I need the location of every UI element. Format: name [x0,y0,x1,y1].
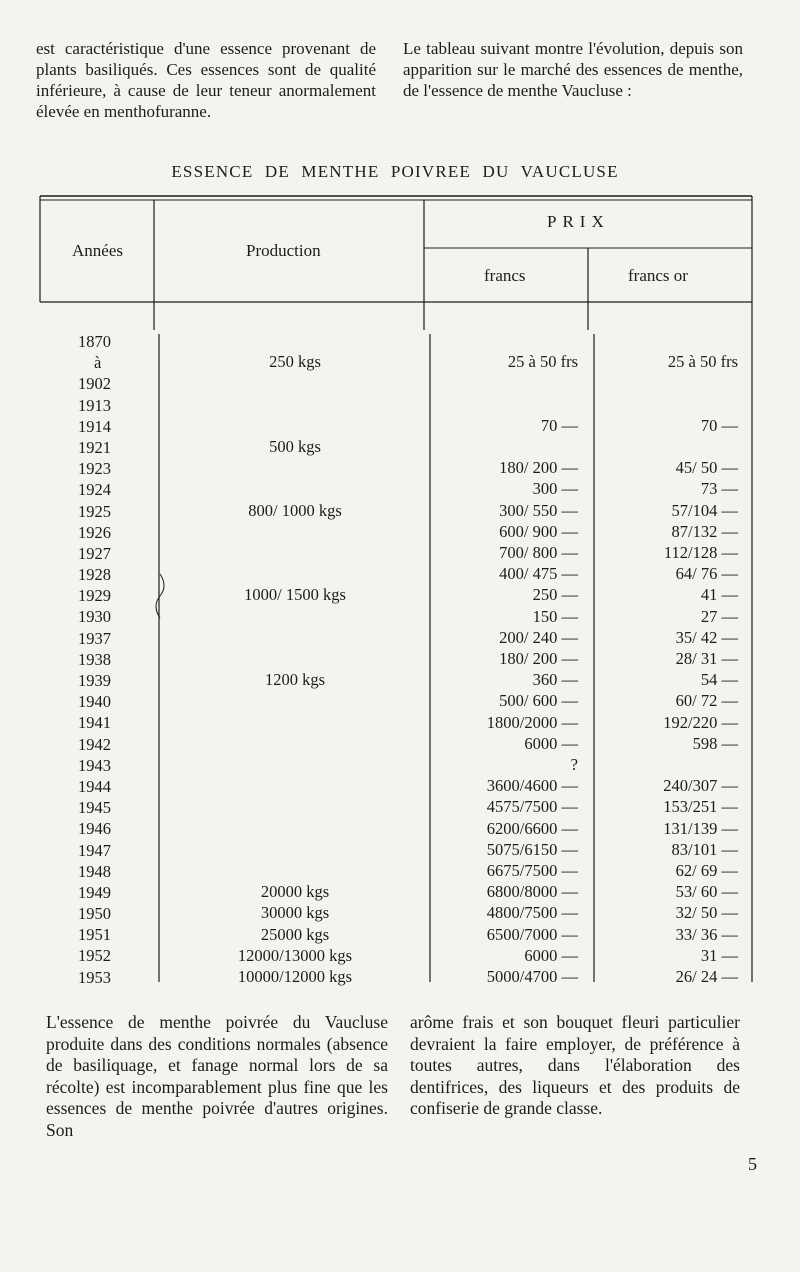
header-francs-or: francs or [628,266,688,285]
production-brace [156,574,164,618]
francs-cell: 3600/4600 — [486,776,578,796]
production-cell: 800/ 1000 kgs [248,500,342,520]
francs-or-cell: 60/ 72 — [675,691,738,711]
year-cell: 1944 [78,776,111,796]
year-cell: 1870 [78,332,111,351]
year-cell: 1928 [78,565,111,585]
francs-or-cell: 240/307 — [663,776,738,796]
francs-or-cell: 598 — [692,733,738,753]
francs-cell: ? [570,755,578,774]
francs-or-cell: 153/251 — [663,797,738,817]
francs-or-cell: 26/ 24 — [675,967,738,986]
conclusion-left-text: L'essence de menthe poivrée du Vaucluse produite dans des conditions normales (absence de basiliquage, et fanage normal lors de sa récolte) est incomparablement plus fine que les essences de menthe poivrée d'autres origines. Son [46,1012,388,1140]
year-cell: 1951 [78,925,111,945]
production-cell: 20000 kgs [260,882,330,902]
production-cell: 250 kgs [269,352,321,372]
francs-cell: 180/ 200 — [499,649,578,668]
year-cell: 1941 [78,713,111,733]
francs-or-cell: 62/ 69 — [675,861,738,880]
francs-cell: 6800/8000 — [486,882,578,902]
francs-cell: 600/ 900 — [499,521,578,541]
francs-cell: 700/ 800 — [499,543,578,562]
francs-or-cell: 31 — [700,945,738,965]
francs-cell: 70 — [540,415,578,435]
francs-cell: 360 — [532,670,578,690]
year-cell: 1913 [78,395,111,415]
francs-cell: 150 — [532,606,578,626]
francs-or-cell: 112/128 — [663,543,738,562]
francs-or-cell: 70 — [700,415,738,435]
production-cell: 25000 kgs [260,924,330,944]
year-cell: 1937 [78,628,111,648]
francs-or-cell: 87/132 — [671,521,738,541]
francs-or-cell: 33/ 36 — [675,924,738,944]
francs-or-cell: 41 — [700,585,738,605]
francs-cell: 6000 — [524,733,578,753]
header-francs: francs [484,266,526,285]
francs-cell: 6675/7500 — [486,861,578,880]
year-cell: 1939 [78,671,111,690]
francs-cell: 300/ 550 — [499,500,578,520]
conclusion-right-paragraph [410,1012,740,1120]
year-cell: 1924 [78,480,111,500]
conclusion-right-text: arôme frais et son bouquet fleuri particulier devraient la faire employer, de préférence à toutes autres, dans l'élaboration des dentifrices, des liqueurs et des produits de confiserie de grande classe. [410,1012,740,1118]
intro-right-text: Le tableau suivant montre l'évolution, depuis son apparition sur le marché des essences de menthe, de l'essence de menthe Vaucluse : [403,39,743,100]
francs-or-cell: 73 — [700,479,738,499]
francs-cell: 5075/6150 — [486,839,578,859]
francs-cell: 4800/7500 — [486,903,578,923]
header-annees: Années [72,241,123,260]
francs-cell: 4575/7500 — [486,797,578,817]
francs-or-cell: 64/ 76 — [675,564,738,584]
page-number: 5 [748,1154,757,1174]
francs-cell: 1800/2000 — [486,712,578,732]
year-cell: 1923 [78,459,111,479]
francs-cell: 300 — [532,479,578,499]
francs-cell: 25 à 50 frs [507,352,578,372]
francs-cell: 6500/7000 — [486,924,578,944]
francs-cell: 180/ 200 — [499,458,578,478]
year-cell: 1902 [78,374,111,394]
year-cell: 1949 [78,882,111,902]
year-cell: 1930 [78,607,111,627]
francs-or-cell: 32/ 50 — [675,903,738,923]
francs-or-cell: 131/139 — [663,818,738,838]
francs-cell: 200/ 240 — [499,627,578,647]
production-cell: 1000/ 1500 kgs [244,585,346,605]
francs-or-cell: 53/ 60 — [675,882,738,902]
francs-or-cell: 27 — [700,606,738,626]
francs-or-cell: 192/220 — [663,712,738,732]
year-cell: 1938 [78,649,111,669]
year-cell: 1946 [78,819,111,839]
production-cell: 1200 kgs [264,670,326,690]
francs-or-cell: 25 à 50 frs [667,352,738,372]
year-cell: à [94,353,102,373]
year-cell: 1926 [78,522,111,542]
francs-cell: 6000 — [524,945,578,965]
year-cell: 1952 [78,946,111,966]
francs-cell: 5000/4700 — [486,967,578,986]
production-cell: 12000/13000 kgs [237,945,353,965]
francs-cell: 250 — [532,585,578,605]
year-cell: 1929 [78,586,111,606]
francs-cell: 500/ 600 — [499,691,578,711]
francs-or-cell: 57/104 — [671,500,738,520]
year-cell: 1948 [78,861,111,881]
intro-left-text: est caractéristique d'une essence provenant de plants basiliqués. Ces essences sont de qualité inférieure, à cause de leur teneur anormalement élevée en menthofuranne. [36,39,376,121]
year-cell: 1914 [78,416,111,436]
production-cell: 10000/12000 kgs [237,967,353,986]
year-cell: 1953 [78,967,111,987]
production-cell: 30000 kgs [260,903,330,923]
years-column [78,331,138,988]
conclusion-left-paragraph [46,1012,388,1141]
year-cell: 1942 [78,734,111,754]
table-title: ESSENCE DE MENTHE POIVREE DU VAUCLUSE [171,162,619,181]
francs-or-cell: 54 — [700,670,738,690]
francs-or-cell: 28/ 31 — [675,649,738,668]
year-cell: 1943 [78,755,111,775]
francs-cell: 6200/6600 — [486,818,578,838]
francs-or-cell: 83/101 — [671,839,738,859]
header-prix: PRIX [547,212,610,231]
year-cell: 1947 [78,840,111,860]
year-cell: 1945 [78,798,111,818]
year-cell: 1927 [78,543,111,563]
francs-or-cell: 35/ 42 — [675,627,738,647]
year-cell: 1950 [78,904,111,924]
year-cell: 1925 [78,501,111,521]
year-cell: 1921 [78,437,111,457]
francs-or-cell: 45/ 50 — [675,458,738,478]
header-production: Production [246,241,321,260]
production-cell: 500 kgs [269,437,321,456]
year-cell: 1940 [78,692,111,712]
francs-cell: 400/ 475 — [499,564,578,584]
